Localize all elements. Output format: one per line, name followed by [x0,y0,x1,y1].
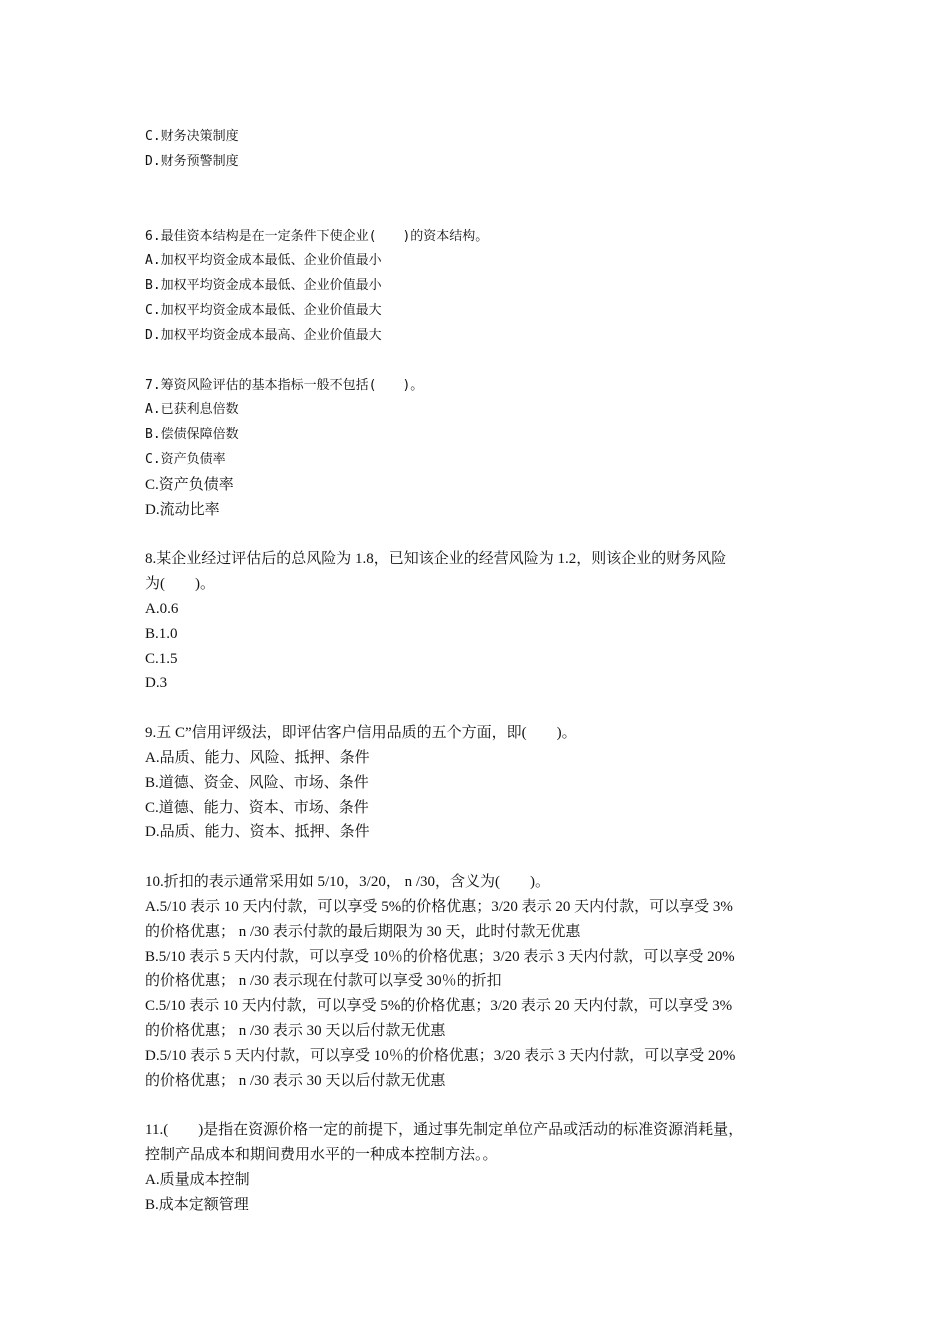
option-d: D.财务预警制度 [145,153,239,169]
option-d: D.5/10 表示 5 天内付款，可以享受 10％的价格优惠；3/20 表示 3 天内付款，可以享受 20% [145,1047,736,1064]
question-text: 7.筹资风险评估的基本指标一般不包括( )。 [145,377,424,393]
question-text: 11.( )是指在资源价格一定的前提下，通过事先制定单位产品或活动的标准资源消耗量， [145,1122,744,1139]
option-a: A.质量成本控制 [145,1171,250,1188]
option-c: C.5/10 表示 10 天内付款，可以享受 5%的价格优惠；3/20 表示 20 天内付款，可以享受 3% [145,998,733,1015]
option-b: B.5/10 表示 5 天内付款，可以享受 10％的价格优惠；3/20 表示 3 天内付款，可以享受 20% [145,948,735,965]
option-c-duplicate: C.资产负债率 [145,476,234,493]
option-a: A.已获利息倍数 [145,402,239,418]
spacer [145,522,825,547]
question-text-cont: 为( )。 [145,576,215,593]
option-c: C.资产负债率 [145,451,226,467]
option-c-cont: 的价格优惠； n /30 表示 30 天以后付款无优惠 [145,1022,446,1039]
option-a-cont: 的价格优惠； n /30 表示付款的最后期限为 30 天，此时付款无优惠 [145,923,581,940]
option-c: C.1.5 [145,650,178,667]
option-a: A.品质、能力、风险、抵押、条件 [145,749,370,766]
question-10 [145,870,825,1093]
option-a: A.5/10 表示 10 天内付款，可以享受 5%的价格优惠；3/20 表示 20 天内付款，可以享受 3% [145,898,733,915]
option-d: D.品质、能力、资本、抵押、条件 [145,824,370,841]
option-c: C.财务决策制度 [145,129,239,144]
option-b-cont: 的价格优惠； n /30 表示现在付款可以享受 30％的折扣 [145,973,502,990]
option-c: C.加权平均资金成本最低、企业价值最大 [145,302,382,318]
option-b: B.成本定额管理 [145,1196,249,1213]
document-page [145,125,825,1217]
option-d-cont: 的价格优惠； n /30 表示 30 天以后付款无优惠 [145,1072,446,1089]
spacer [145,175,825,225]
option-b: B.道德、资金、风险、市场、条件 [145,774,369,791]
question-5-options-tail [145,125,825,175]
option-d: D.加权平均资金成本最高、企业价值最大 [145,327,382,343]
question-9 [145,721,825,845]
spacer [145,696,825,721]
option-b: B.偿债保障倍数 [145,427,239,443]
option-d: D.3 [145,675,168,692]
question-text: 9.五 C”信用评级法，即评估客户信用品质的五个方面，即( )。 [145,725,577,742]
question-text: 6.最佳资本结构是在一定条件下使企业( )的资本结构。 [145,228,489,244]
question-7 [145,374,825,523]
question-6 [145,225,825,349]
option-c: C.道德、能力、资本、市场、条件 [145,799,369,816]
option-a: A.加权平均资金成本最低、企业价值最小 [145,253,382,269]
option-b: B.1.0 [145,625,178,642]
option-a: A.0.6 [145,600,179,617]
question-text: 8.某企业经过评估后的总风险为 1.8，已知该企业的经营风险为 1.2，则该企业的财务风险 [145,551,727,568]
option-d: D.流动比率 [145,501,220,518]
spacer [145,1093,825,1118]
question-11 [145,1118,825,1217]
option-b: B.加权平均资金成本最低、企业价值最小 [145,278,382,294]
spacer [145,845,825,870]
question-text-cont: 控制产品成本和期间费用水平的一种成本控制方法。。 [145,1147,498,1164]
question-8 [145,547,825,696]
question-text: 10.折扣的表示通常采用如 5/10，3/20， n /30，含义为( )。 [145,874,550,891]
spacer [145,349,825,374]
